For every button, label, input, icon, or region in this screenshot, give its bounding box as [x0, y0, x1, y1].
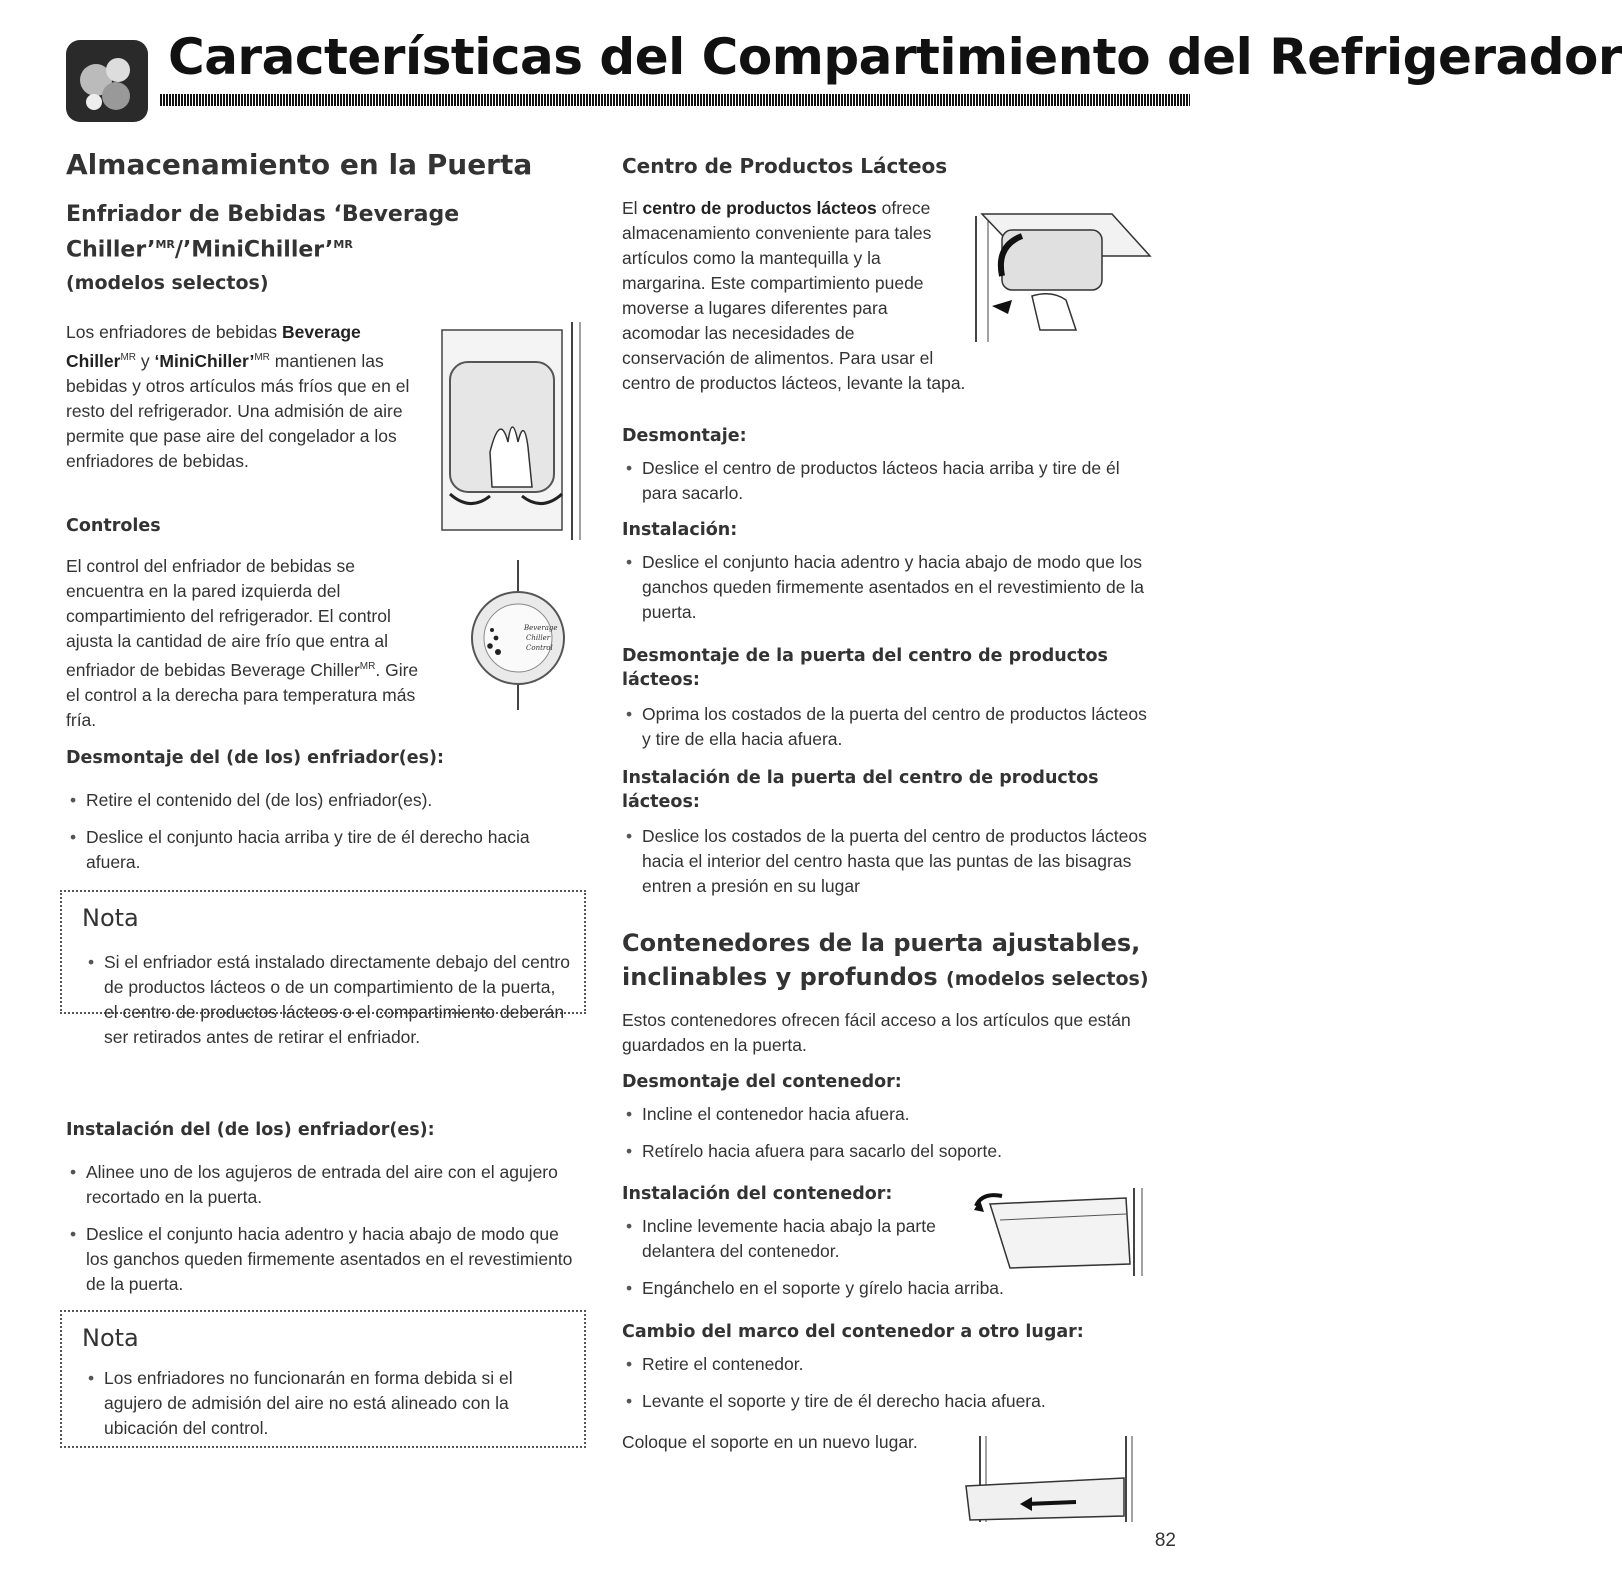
list-item: • Incline el contenedor hacia afuera. — [624, 1102, 1154, 1127]
dairy-install-list — [624, 550, 1154, 637]
note-text: • Si el enfriador está instalado directamente debajo del centro de productos lácteos o de un compartimiento de la puerta, el centro de productos lácteos o el compartimiento deberán ser retirados antes de retirar el enfriador. — [86, 950, 570, 1050]
list-item: • Engánchelo en el soporte y gírelo hacia arriba. — [624, 1276, 1162, 1301]
page-number: 82 — [1154, 1530, 1176, 1551]
bins-move-heading: Cambio del marco del contenedor a otro lugar: — [622, 1322, 1084, 1342]
dairy-removal-list — [624, 456, 1154, 518]
chiller-install-list — [68, 1160, 578, 1309]
chiller-install-heading: Instalación del (de los) enfriador(es): — [66, 1120, 435, 1140]
bins-removal-list — [624, 1102, 1154, 1176]
list-item: • Retírelo hacia afuera para sacarlo del soporte. — [624, 1139, 1154, 1164]
chiller-title-line1: Enfriador de Bebidas ‘Beverage — [66, 202, 460, 227]
list-item: • Retire el contenedor. — [624, 1352, 1154, 1377]
note-2-list — [86, 1366, 570, 1453]
page-title: Características del Compartimiento del Refrigerador — [168, 28, 1622, 86]
list-item: • Deslice los costados de la puerta del centro de productos lácteos hacia el interior del centro hasta que las puntas de las bisagras entren a presión en su lugar — [624, 824, 1154, 899]
chiller-removal-list — [68, 788, 578, 887]
note-title: Nota — [82, 1324, 139, 1352]
dairy-center-illustration — [962, 196, 1162, 344]
chiller-intro: Los enfriadores de bebidas Beverage Chiller$^{MR}$ y ‘MiniChiller’$^{MR}$ mantienen las bebidas y otros artículos más fríos que en el resto del refrigerador. Una admisión de aire permite que pase aire del congelador a los enfriadores de bebidas. — [66, 322, 410, 471]
bin-install-illustration — [970, 1184, 1150, 1278]
bins-move-text: Coloque el soporte en un nuevo lugar. — [622, 1432, 918, 1452]
controls-heading: Controles — [66, 516, 161, 536]
dairy-door-install-heading: Instalación de la puerta del centro de productos lácteos: — [622, 768, 1099, 812]
dairy-door-removal-list — [624, 702, 1154, 764]
list-item: • Deslice el conjunto hacia adentro y hacia abajo de modo que los ganchos queden firmemente asentados en el revestimiento de la puerta. — [68, 1222, 578, 1297]
bins-intro: Estos contenedores ofrecen fácil acceso a los artículos que están guardados en la puerta. — [622, 1010, 1131, 1055]
note-text: • Los enfriadores no funcionarán en forma debida si el agujero de admisión del aire no está alineado con la ubicación del control. — [86, 1366, 570, 1441]
note-title: Nota — [82, 904, 139, 932]
list-item: • Deslice el conjunto hacia adentro y hacia abajo de modo que los ganchos queden firmemente asentados en el revestimiento de la puerta. — [624, 550, 1154, 625]
chiller-subtitle: (modelos selectos) — [66, 272, 269, 295]
dial-label-chiller: Chiller — [526, 634, 551, 642]
dial-label-beverage: Beverage — [524, 624, 558, 632]
list-item: • Alinee uno de los agujeros de entrada del aire con el agujero recortado en la puerta. — [68, 1160, 578, 1210]
dairy-install-heading: Instalación: — [622, 520, 738, 540]
bin-relocate-illustration — [956, 1432, 1146, 1524]
note-1-list — [86, 950, 570, 1062]
list-item: • Levante el soporte y tire de él derecho hacia afuera. — [624, 1389, 1154, 1414]
refrigerator-section-icon — [66, 40, 148, 122]
controls-text: El control del enfriador de bebidas se encuentra en la pared izquierda del compartimiento del refrigerador. El control ajusta la cantidad de aire frío que entra al enfriador de bebidas Beverage Chiller$^{MR}$. Gire el control a la derecha para temperatura más fría. — [66, 556, 419, 730]
section-title-door-storage: Almacenamiento en la Puerta — [66, 148, 533, 181]
chiller-removal-heading: Desmontaje del (de los) enfriador(es): — [66, 748, 445, 768]
list-item: • Incline levemente hacia abajo la parte delantera del contenedor. — [624, 1214, 954, 1264]
dairy-title: Centro de Productos Lácteos — [622, 154, 948, 178]
list-item: • Deslice el conjunto hacia arriba y tire de él derecho hacia afuera. — [68, 825, 578, 875]
dial-label-control: Control — [526, 644, 553, 652]
note-box-1 — [60, 890, 586, 1047]
list-item: • Retire el contenido del (de los) enfriador(es). — [68, 788, 578, 813]
dairy-removal-heading: Desmontaje: — [622, 426, 747, 446]
list-item: • Oprima los costados de la puerta del centro de productos lácteos y tire de ella hacia afuera. — [624, 702, 1154, 752]
bins-install-heading: Instalación del contenedor: — [622, 1184, 893, 1204]
bins-install-list — [624, 1214, 1004, 1313]
dairy-intro: El centro de productos lácteos ofrece almacenamiento conveniente para tales artículos como la mantequilla y la margarina. Este compartimiento puede moverse a lugares diferentes para acomodar las necesidades de conservación de alimentos. Para usar el centro de productos lácteos, levante la tapa. — [622, 196, 1162, 396]
bins-removal-heading: Desmontaje del contenedor: — [622, 1072, 902, 1092]
note-box-2 — [60, 1310, 586, 1448]
chiller-title-line2: Chiller’$^{MR}$/’MiniChiller’$^{MR}$ — [66, 237, 353, 263]
bins-title: Contenedores de la puerta ajustables, inclinables y profundos (modelos selectos) — [622, 929, 1149, 991]
dairy-door-removal-heading: Desmontaje de la puerta del centro de productos lácteos: — [622, 646, 1108, 690]
chiller-control-dial — [456, 560, 586, 710]
chiller-heading — [66, 200, 586, 295]
list-item: • Deslice el centro de productos lácteos hacia arriba y tire de él para sacarlo. — [624, 456, 1154, 506]
bins-move-list — [624, 1352, 1154, 1426]
title-rule — [160, 94, 1190, 106]
beverage-chiller-illustration — [430, 322, 586, 542]
dairy-door-install-list — [624, 824, 1154, 911]
